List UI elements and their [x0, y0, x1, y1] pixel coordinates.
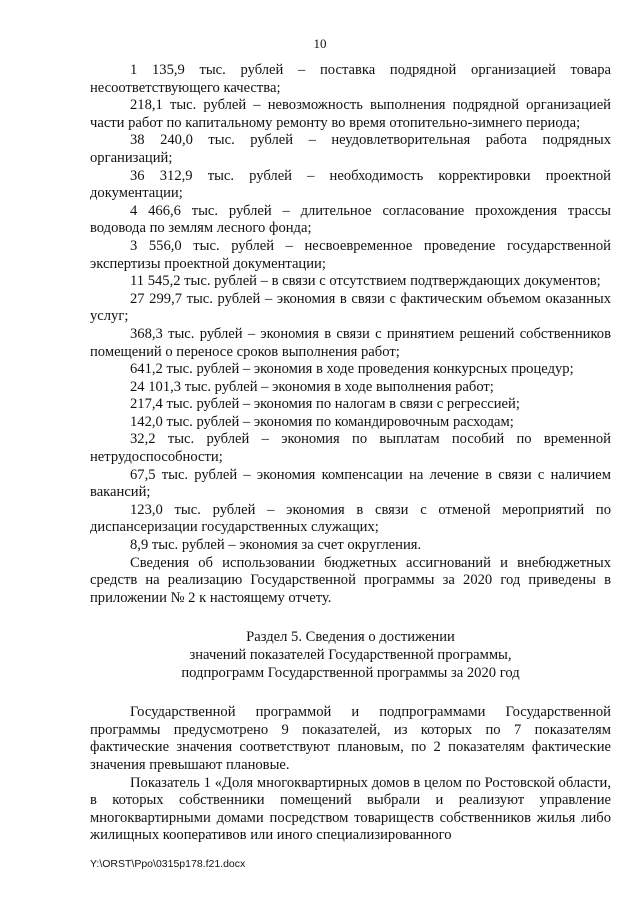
paragraph: Показатель 1 «Доля многоквартирных домов в целом по Ростовской области, в которых собственники помещений выбрали и реализуют управление многоквартирными домами посредством товариществ собственников жилья либо жилищных кооперативов или иного специализированного: [90, 774, 611, 844]
paragraph: 218,1 тыс. рублей – невозможность выполнения подрядной организацией части работ по капитальному ремонту во время отопительно-зимнего периода;: [90, 97, 611, 131]
paragraph: 217,4 тыс. рублей – экономия по налогам в связи с регрессией;: [130, 396, 520, 413]
section-heading-line: значений показателей Государственной программы,: [189, 647, 512, 663]
paragraph: Государственной программой и подпрограммами Государственной программы предусмотрено 9 показателей, из которых по 7 показателям фактические значения соответствуют плановым, по 2 показателям фактические значения превышают плановые.: [90, 704, 611, 773]
paragraph: 38 240,0 тыс. рублей – неудовлетворительная работа подрядных организаций;: [90, 132, 611, 166]
paragraph: 1 135,9 тыс. рублей – поставка подрядной организацией товара несоответствующего качества;: [90, 62, 611, 96]
paragraph: 368,3 тыс. рублей – экономия в связи с принятием решений собственников помещений о переносе сроков выполнения работ;: [90, 325, 611, 360]
paragraph: 142,0 тыс. рублей – экономия по командировочным расходам;: [130, 413, 514, 430]
footer-file-path: Y:\ORST\Ppo\0315p178.f21.docx: [90, 858, 246, 870]
paragraph: Сведения об использовании бюджетных ассигнований и внебюджетных средств на реализацию Государственной программы за 2020 год приведены в приложении № 2 к настоящему отчету.: [90, 554, 611, 606]
paragraph: 123,0 тыс. рублей – экономия в связи с отменой мероприятий по диспансеризации государственных служащих;: [90, 501, 611, 536]
section-heading-line: Раздел 5. Сведения о достижении: [246, 629, 455, 646]
paragraph: 641,2 тыс. рублей – экономия в ходе проведения конкурсных процедур;: [130, 361, 574, 378]
paragraph: 67,5 тыс. рублей – экономия компенсации на лечение в связи с наличием вакансий;: [90, 466, 611, 501]
paragraph: 4 466,6 тыс. рублей – длительное согласование прохождения трассы водовода по землям лесного фонда;: [90, 202, 611, 237]
paragraph: 3 556,0 тыс. рублей – несвоевременное проведение государственной экспертизы проектной документации;: [90, 237, 611, 272]
paragraph: 8,9 тыс. рублей – экономия за счет округления.: [130, 537, 422, 554]
paragraph: 24 101,3 тыс. рублей – экономия в ходе выполнения работ;: [130, 378, 494, 395]
page-number: 10: [313, 36, 327, 51]
document-body: [90, 62, 611, 845]
paragraph: 32,2 тыс. рублей – экономия по выплатам пособий по временной нетрудоспособности;: [90, 431, 611, 466]
paragraph: 36 312,9 тыс. рублей – необходимость корректировки проектной документации;: [90, 167, 611, 202]
section-heading-line: подпрограмм Государственной программы за 2020 год: [181, 664, 520, 681]
paragraph: 11 545,2 тыс. рублей – в связи с отсутствием подтверждающих документов;: [130, 273, 601, 290]
paragraph: 27 299,7 тыс. рублей – экономия в связи с фактическим объемом оказанных услуг;: [90, 290, 611, 325]
section-heading: [90, 629, 611, 682]
